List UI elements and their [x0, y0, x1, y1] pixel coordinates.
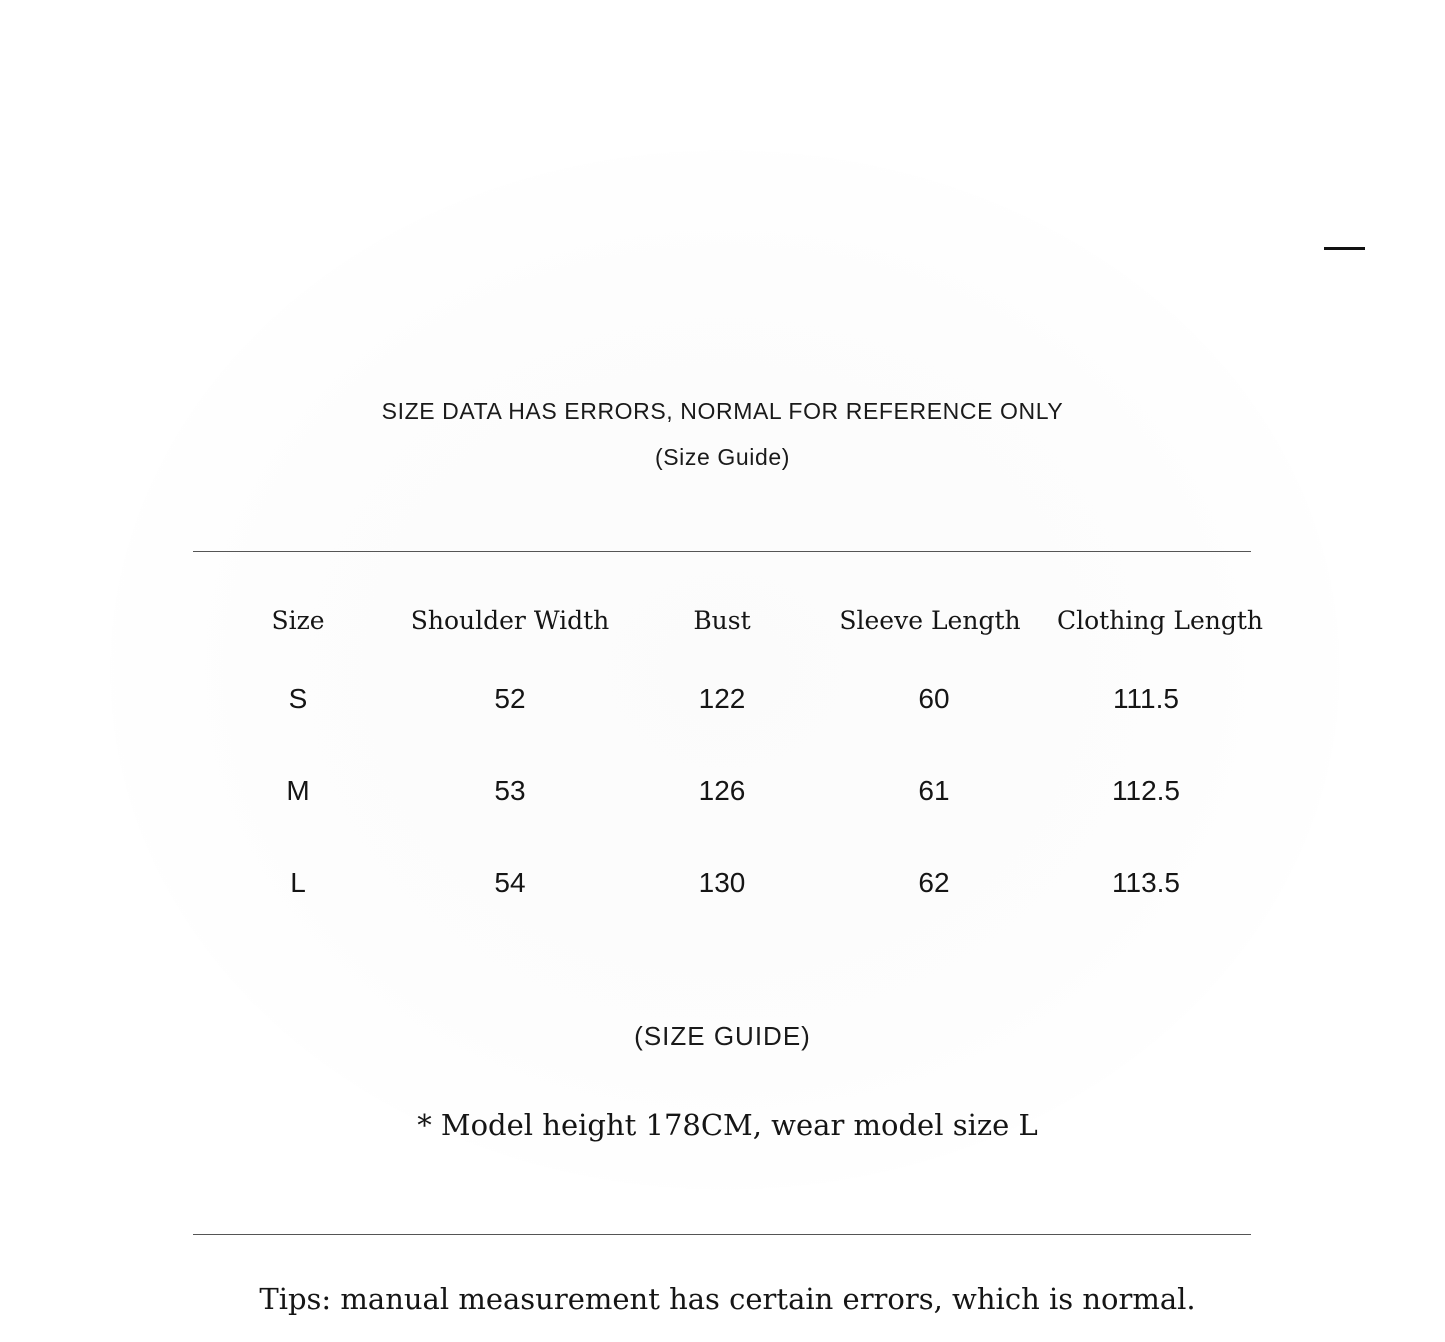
size-cell: M: [286, 775, 310, 806]
bust-cell: 126: [698, 775, 746, 806]
clothing-length-cell: 113.5: [1112, 867, 1180, 898]
size-guide-subtitle: (Size Guide): [654, 444, 791, 470]
reference-notice: SIZE DATA HAS ERRORS, NORMAL FOR REFERENCE ONLY: [381, 398, 1064, 424]
size-guide-label: (SIZE GUIDE): [634, 1021, 811, 1051]
clothing-length-cell: 112.5: [1112, 775, 1180, 806]
header-shoulder-width: Shoulder Width: [410, 606, 610, 635]
sleeve-length-cell: 62: [918, 867, 950, 898]
header-clothing-length: Clothing Length: [1056, 606, 1264, 635]
model-note: * Model height 178CM, wear model size L: [417, 1108, 1038, 1142]
top-divider: [193, 551, 1251, 552]
clothing-length-cell: 111.5: [1113, 683, 1179, 714]
shoulder-width-cell: 52: [494, 683, 526, 714]
sleeve-length-cell: 61: [918, 775, 950, 806]
size-cell: L: [290, 867, 306, 898]
bust-cell: 130: [698, 867, 746, 898]
bust-cell: 122: [698, 683, 746, 714]
minus-icon: [1324, 247, 1365, 250]
size-cell: S: [288, 683, 308, 714]
header-size: Size: [271, 606, 325, 635]
sleeve-length-cell: 60: [918, 683, 950, 714]
header-sleeve-length: Sleeve Length: [839, 606, 1021, 635]
shoulder-width-cell: 54: [494, 867, 526, 898]
header-bust: Bust: [693, 606, 751, 635]
bottom-divider: [193, 1234, 1251, 1235]
shoulder-width-cell: 53: [494, 775, 526, 806]
tips-text: Tips: manual measurement has certain errors, which is normal.: [259, 1282, 1196, 1316]
